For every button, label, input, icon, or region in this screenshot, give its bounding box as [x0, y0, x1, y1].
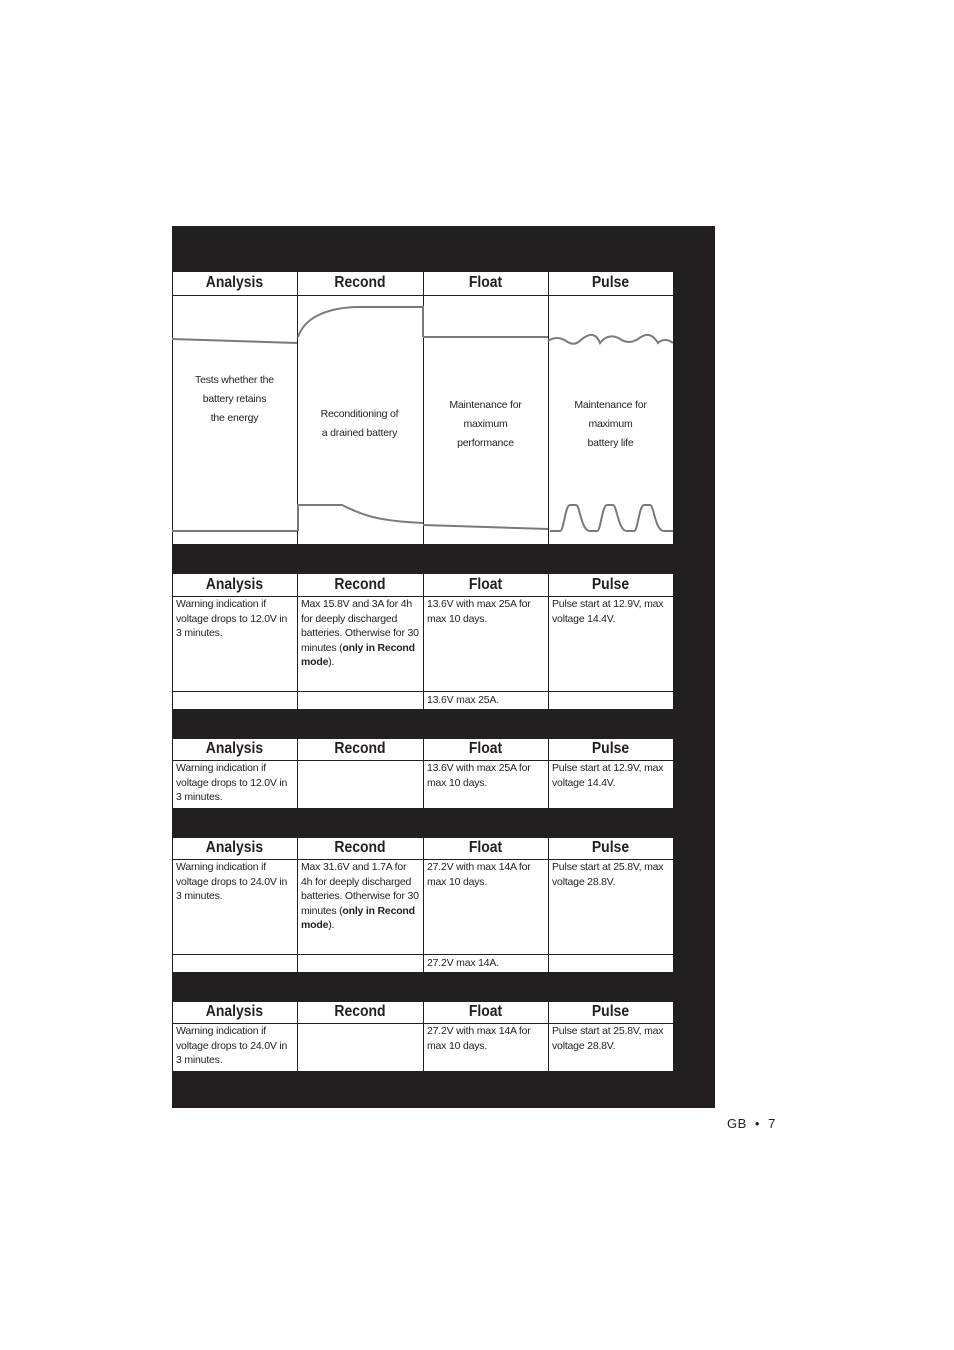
cell-analysis: Warning indication if voltage drops to 24.0V in 3 minutes.	[176, 861, 288, 902]
footer-bullet: •	[754, 1116, 760, 1131]
page-footer	[727, 1116, 776, 1131]
desc-line: battery retains	[202, 393, 267, 405]
page-number: 7	[768, 1116, 776, 1131]
mode-table-3	[172, 837, 673, 973]
cell-analysis: Warning indication if voltage drops to 24.0V in 3 minutes.	[176, 1025, 288, 1066]
desc-analysis	[172, 371, 297, 428]
cell-float: 13.6V with max 25A for max 10 days.	[427, 762, 531, 789]
cell-recond-text: Max 31.6V and 1.7A for 4h for deeply discharged batteries. Otherwise for 30 minutes (	[301, 861, 419, 917]
desc-line: Maintenance for	[574, 399, 647, 411]
diagram-header-float: Float	[468, 274, 503, 291]
desc-line: maximum	[588, 418, 633, 430]
cell-recond	[301, 860, 419, 933]
cell-recond-bold: only in Recond mode	[301, 904, 415, 931]
mode-table-1	[172, 573, 673, 710]
cell-recond	[301, 597, 419, 670]
header-float: Float	[468, 1003, 503, 1020]
diagram-header-analysis: Analysis	[205, 274, 264, 291]
header-analysis: Analysis	[205, 839, 264, 856]
cell-recond-bold: only in Recond mode	[301, 641, 415, 668]
cell-recond-tail: ).	[328, 656, 335, 668]
cell-pulse: Pulse start at 25.8V, max voltage 28.8V.	[552, 1025, 664, 1052]
desc-line: maximum	[463, 418, 508, 430]
header-pulse: Pulse	[591, 575, 630, 593]
mode-table-4	[172, 1001, 673, 1072]
desc-line: a drained battery	[321, 427, 398, 439]
diagram-header-pulse: Pulse	[591, 274, 630, 291]
header-recond: Recond	[334, 1003, 386, 1020]
cell-pulse: Pulse start at 12.9V, max voltage 14.4V.	[552, 762, 664, 789]
header-recond: Recond	[334, 740, 386, 757]
header-pulse: Pulse	[591, 740, 630, 757]
header-analysis: Analysis	[205, 1003, 264, 1020]
header-float: Float	[468, 839, 503, 856]
desc-line: the energy	[210, 412, 259, 424]
cell-float-extra: 13.6V max 25A.	[427, 694, 499, 706]
header-pulse: Pulse	[591, 1003, 630, 1020]
footer-lang: GB	[727, 1116, 747, 1131]
desc-line: Tests whether the	[195, 374, 274, 386]
desc-pulse	[548, 396, 673, 453]
cell-analysis: Warning indication if voltage drops to 12.0V in 3 minutes.	[176, 598, 288, 639]
desc-line: performance	[457, 437, 514, 449]
cell-pulse: Pulse start at 12.9V, max voltage 14.4V.	[552, 598, 664, 625]
desc-line: Maintenance for	[449, 399, 522, 411]
header-recond: Recond	[334, 839, 386, 856]
cell-pulse: Pulse start at 25.8V, max voltage 28.8V.	[552, 861, 664, 888]
desc-float	[423, 396, 548, 453]
cell-recond-tail: ).	[328, 919, 335, 931]
cell-float: 13.6V with max 25A for max 10 days.	[427, 598, 531, 625]
cell-recond-text: Max 15.8V and 3A for 4h for deeply discharged batteries. Otherwise for 30 minutes (	[301, 598, 419, 654]
header-analysis: Analysis	[205, 740, 264, 757]
cell-analysis: Warning indication if voltage drops to 12.0V in 3 minutes.	[176, 762, 288, 803]
cell-float-extra: 27.2V max 14A.	[427, 957, 499, 969]
cell-float: 27.2V with max 14A for max 10 days.	[427, 1025, 531, 1052]
header-float: Float	[468, 740, 503, 757]
header-float: Float	[468, 575, 503, 593]
charge-mode-diagram	[172, 271, 673, 544]
mode-table-2	[172, 738, 673, 809]
cell-float: 27.2V with max 14A for max 10 days.	[427, 861, 531, 888]
header-analysis: Analysis	[205, 575, 264, 593]
header-recond: Recond	[334, 575, 386, 593]
diagram-header-recond: Recond	[334, 274, 386, 291]
desc-line: battery life	[587, 437, 634, 449]
desc-recond	[297, 405, 422, 443]
desc-line: Reconditioning of	[320, 408, 399, 420]
header-pulse: Pulse	[591, 839, 630, 856]
